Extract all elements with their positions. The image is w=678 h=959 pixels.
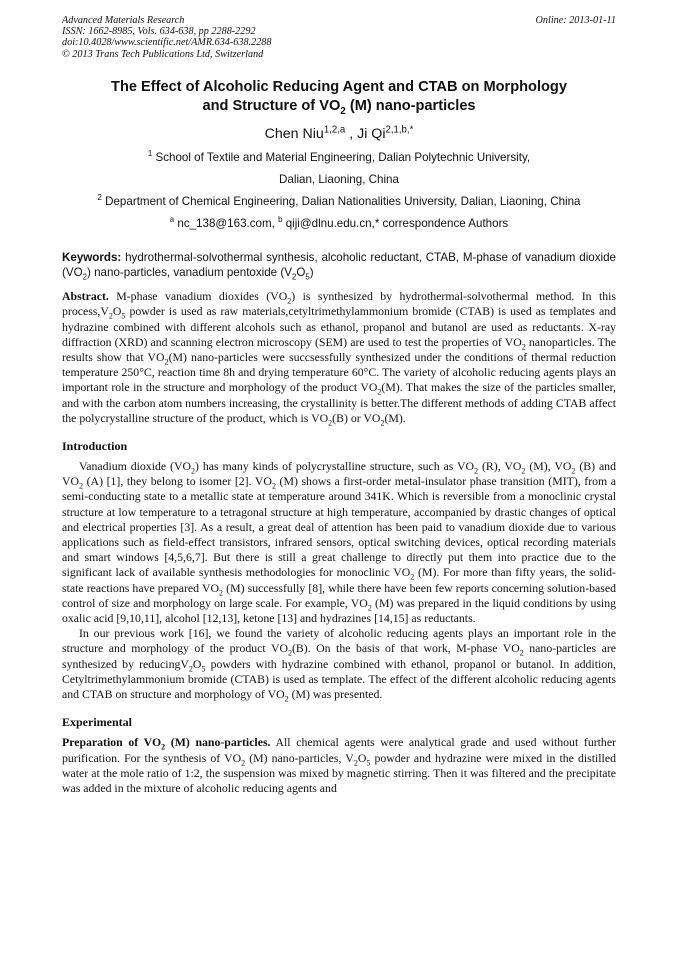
affiliation-1: $^1$ School of Textile and Material Engineering, Dalian Polytechnic University,	[147, 148, 531, 164]
issn-line: ISSN: 1662-8985, Vols. 634-638, pp 2288-2292	[62, 26, 256, 38]
subsection-label: Preparation of $VO_2$ (M) nano-particles.	[62, 735, 271, 752]
introduction-paragraph-1: Vanadium dioxide $(VO_2)$ has many kinds of polycrystalline structure, such as $VO_2$ (R), $VO_2$ (M), $VO_2$ (B) and $VO_2$ (A) [1], they belong to isomer [2]. $VO_2$ (M) shows a first-order metal-insulator phase transition (MIT), from a semi-conducting state to a metallic state at temperature around 341K. Which is reversible from a monoclinic crystal structure at low temperature to a tetragonal structure at high temperature, accompanied by drastic changes of optical and electrical properties [3]. As a result, a great deal of attention has been paid to vanadium dioxide due to various applications such as field-effect transistors, infrared sensors, optical switching devices, optical recording materials and smart windows [4,5,6,7]. But there is still a great challenge to directly put them into practice due to the significant lack of available synthesis methodologies for monoclinic $VO_2$ (M). For more than fifty years, the solid-state reactions have prepared $VO_2$ (M) successfully [8], while there have been few reports concerning solution-based control of size and morphology on large scale. For example, $VO_2$ (M) was prepared in the liquid conditions by using oxalic acid [9,10,11], alcohol [12,13], ketone [13] and hydrazines [14,15] as reductants.	[62, 459, 617, 626]
section-heading-experimental: Experimental	[62, 715, 132, 730]
author-1: Chen Niu	[264, 125, 324, 142]
author-2: Ji Qi	[357, 125, 386, 142]
journal-header	[62, 15, 616, 60]
email-1: nc_138@163.com,	[174, 216, 279, 230]
keywords: Keywords: hydrothermal-solvothermal synthesis, alcoholic reductant, CTAB, M-phase of vanadium dioxide $(VO_2)$ nano-particles, vanadium pentoxide $(V_2O_5)$	[62, 250, 616, 282]
abstract-label: Abstract.	[62, 289, 109, 304]
affiliation-1-location: Dalian, Liaoning, China	[279, 172, 399, 186]
title-line-1: The Effect of Alcoholic Reducing Agent and CTAB on Morphology	[111, 78, 567, 95]
introduction-paragraph-2: In our previous work [16], we found the variety of alcoholic reducing agents plays an important role in the structure and morphology of the product $VO_2(B)$. On the basis of that work, M-phase $VO_2$ nano-particles are synthesized by $reducingV_2O_5$ powders with hydrazine combined with ethanol, propanol or butanol. In addition, Cetyltrimethylammonium bromide (CTAB) is used as template. The effect of the different alcoholic reducing agents and CTAB on structure and morphology of $VO_2$ (M) was presented.	[62, 626, 616, 704]
section-heading-introduction: Introduction	[62, 439, 128, 454]
keywords-label: Keywords:	[62, 250, 122, 264]
experimental-paragraph-1: Preparation of $VO_2$ (M) nano-particles. All chemical agents were analytical grade and used without further purification. For the synthesis of $VO_2$ (M) nano-particles, $V_2O_5$ powder and hydrazine were mixed in the distilled water at the mole ratio of 1:2, the suspension was mixed by magnetic stirring. Then it was filtered and the precipitate was added in the mixture of alcoholic reducing agents and	[62, 735, 616, 795]
author-list: Chen Niu$^{1,2,a}$ , Ji $Qi^{2,1,b,*}$	[264, 124, 414, 142]
doi-line: doi:10.4028/www.scientific.net/AMR.634-638.2288	[62, 37, 272, 49]
author-emails: $^a$ nc_138@163.com, $^b$ qiji@dlnu.edu.cn,* correspondence Authors	[169, 214, 509, 230]
paper-title: The Effect of Alcoholic Reducing Agent and CTAB on Morphology and Structure of $VO_2$ (M) nano-particles	[111, 78, 567, 117]
copyright-line: © 2013 Trans Tech Publications Ltd, Switzerland	[62, 48, 264, 60]
abstract: Abstract. M-phase vanadium dioxides $(VO_2)$ is synthesized by hydrothermal-solvothermal method. In this $process,V_2O_5$ powder is used as raw materials,cetyltrimethylammonium bromide (CTAB) is used as templates and hydrazine combined with different alcohols such as ethanol, propanol and butanol are used as reductants. X-ray diffraction (XRD) and scanning electron microscopy (SEM) are used to test the properties of $VO_2$ nanoparticles. The results show that $VO_2(M)$ nano-particles were succsessfully synthesized under the conditions of thermal reduction temperature 250°C, reaction time 8h and drying temperature 60°C. The variety of alcoholic reducing agents plays an important role in the structure and morphology of the product $VO_2(M)$. That makes the size of the particles smaller, and with the carbon atom numbers increasing, the crystallinity is better.The different methods of adding CTAB affect the polycrystalline structure of the product, which is $VO_2(B)$ or $VO_2(M)$.	[62, 289, 616, 428]
affiliation-2: $^2$ Department of Chemical Engineering, Dalian Nationalities University, Dalian, Liaoning, China	[97, 192, 581, 208]
journal-name: Advanced Materials Research	[62, 15, 185, 26]
online-date: Online: 2013-01-11	[535, 15, 616, 26]
email-2: qiji@dlnu.edu.cn,* correspondence Authors	[282, 216, 509, 230]
